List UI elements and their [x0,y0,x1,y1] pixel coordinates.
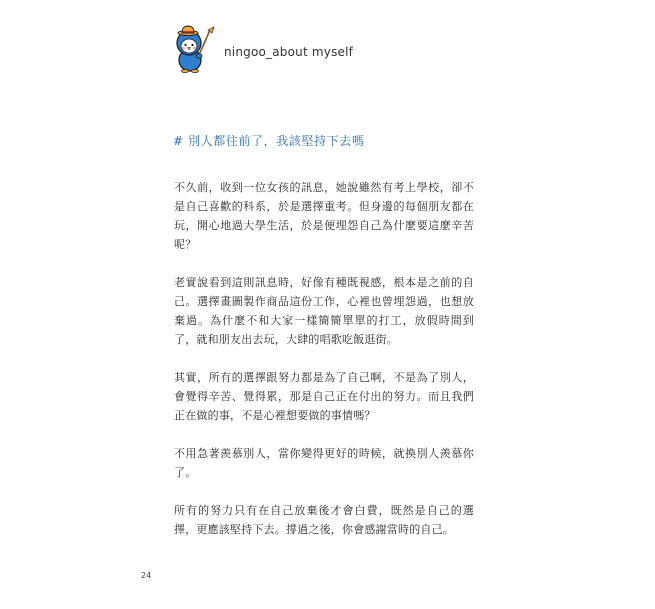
body-text [174,178,474,558]
brand-title: ningoo_about myself [224,45,354,59]
bird-mascot-icon [170,24,216,74]
paragraph: 其實，所有的選擇跟努力都是為了自己啊，不是為了別人，會覺得辛苦、覺得累，那是自己正在付出的努力。而且我們正在做的事，不是心裡想要做的事情嗎？ [174,371,474,422]
paragraph: 所有的努力只有在自己放棄後才會白費，既然是自己的選擇，更應該堅持下去。撐過之後，你會感謝當時的自己。 [174,504,474,536]
page-number: 24 [141,571,152,580]
header [170,24,353,74]
paragraph: 不用急著羨慕別人，當你變得更好的時候，就換別人羨慕你了。 [174,447,474,479]
paragraph: 不久前，收到一位女孩的訊息，她說雖然有考上學校，卻不是自己喜歡的科系，於是選擇重考。但身邊的每個朋友都在玩，開心地過大學生活，於是便埋怨自己為什麼要這麼辛苦呢？ [174,181,474,251]
paragraph: 老實說看到這則訊息時，好像有種既視感，根本是之前的自己。選擇畫圖製作商品這份工作，心裡也曾埋怨過，也想放棄過。為什麼不和大家一樣簡簡單單的打工，放假時間到了，就和朋友出去玩，大肆的唱歌吃飯逛街。 [174,276,474,346]
section-heading: # 別人都往前了，我該堅持下去嗎 [173,134,365,148]
